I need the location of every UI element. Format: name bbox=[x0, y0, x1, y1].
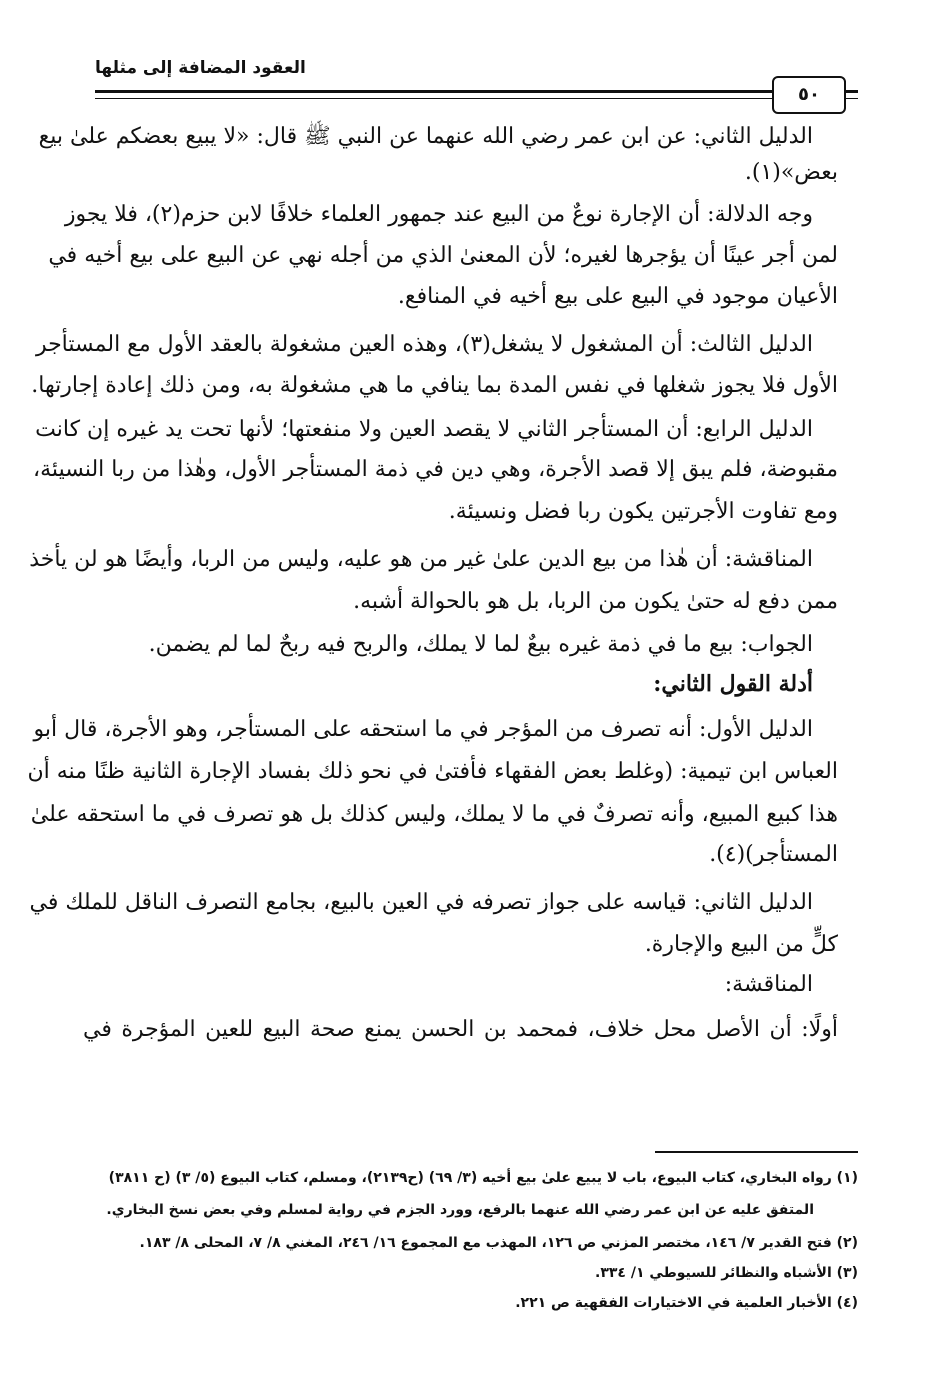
text-line: العباس ابن تيمية: (وغلط بعض الفقهاء فأفتىٰ في نحو ذلك بفساد الإجارة الثانية ظنًا منه أن bbox=[27, 759, 838, 784]
text-line: بعض»(١). bbox=[744, 160, 838, 185]
text-line: لمن أجر عينًا أن يؤجرها لغيره؛ لأن المعنىٰ الذي من أجله نهي عن البيع على بيع أخيه في bbox=[48, 243, 838, 268]
footnote: (٢) فتح القدير ٧/ ١٤٦، مختصر المزني ص ١٢٦، المهذب مع المجموع ١٦/ ٢٤٦، المغني ٨/ ٧، المحلى ٨/ ١٨٣. bbox=[139, 1235, 858, 1251]
footnote: المتفق عليه عن ابن عمر رضي الله عنهما بالرفع، وورد الجزم في رواية لمسلم وفي بعض نسخ البخاري. bbox=[106, 1202, 814, 1218]
footnote-rule bbox=[655, 1151, 858, 1153]
header-rule bbox=[95, 90, 775, 93]
footnote: (١) رواه البخاري، كتاب البيوع، باب لا يبيع علىٰ بيع أخيه (٣/ ٦٩) (ح٢١٣٩)، ومسلم، كتاب البيوع (٥/ ٣) (ح ٣٨١١) bbox=[108, 1170, 858, 1186]
text-line: الأعيان موجود في البيع على بيع أخيه في المنافع. bbox=[397, 284, 838, 309]
text-line: المناقشة: أن هٰذا من بيع الدين علىٰ غير من هو عليه، وليس من الربا، وأيضًا هو لن يأخذ bbox=[29, 547, 813, 572]
book-title: العقود المضافة إلى مثلها bbox=[95, 58, 306, 78]
text-line: الدليل الأول: أنه تصرف من المؤجر في ما استحقه على المستأجر، وهو الأجرة، قال أبو bbox=[33, 717, 813, 742]
text-line: الجواب: بيع ما في ذمة غيره بيعٌ لما لا يملك، والربح فيه ربحٌ لما لم يضمن. bbox=[148, 632, 813, 657]
text-line: الدليل الثالث: أن المشغول لا يشغل(٣)، وهذه العين مشغولة بالعقد الأول مع المستأجر bbox=[35, 332, 813, 357]
page-number: ٥٠ bbox=[772, 76, 846, 114]
footnote: (٣) الأشباه والنظائر للسيوطي ١/ ٣٣٤. bbox=[595, 1265, 858, 1281]
text-line: ومع تفاوت الأجرتين يكون ربا فضل ونسيئة. bbox=[448, 499, 838, 524]
header-rule-thin bbox=[95, 98, 775, 99]
text-line: وجه الدلالة: أن الإجارة نوعٌ من البيع عند جمهور العلماء خلافًا لابن حزم(٢)، فلا يجوز bbox=[64, 202, 813, 227]
text-line: أولًا: أن الأصل محل خلاف، فمحمد بن الحسن يمنع صحة البيع للعين المؤجرة في bbox=[83, 1017, 838, 1042]
text-line: الدليل الرابع: أن المستأجر الثاني لا يقصد العين ولا منفعتها؛ لأنها تحت يد غيره إن كانت bbox=[35, 417, 813, 442]
text-line: الأول فلا يجوز شغلها في نفس المدة بما ينافي ما هي مشغولة به، ومن ذلك إعادة إجارتها. bbox=[31, 373, 838, 398]
text-line: المناقشة: bbox=[724, 972, 813, 997]
text-line: الدليل الثاني: قياسه على جواز تصرفه في العين بالبيع، بجامع التصرف الناقل للملك في bbox=[29, 890, 813, 915]
text-line: ممن دفع له حتىٰ يكون من الربا، بل هو بالحوالة أشبه. bbox=[353, 589, 838, 614]
text-line: مقبوضة، فلم يبق إلا قصد الأجرة، وهي دين في ذمة المستأجر الأول، وهٰذا من ربا النسيئة، bbox=[33, 457, 838, 482]
text-line: المستأجر)(٤). bbox=[709, 842, 838, 867]
header-tick bbox=[845, 90, 858, 93]
text-line: هذا كبيع المبيع، وأنه تصرفٌ في ما لا يملك، وليس كذلك بل هو تصرف في ما استحقه علىٰ bbox=[30, 802, 838, 827]
text-line: الدليل الثاني: عن ابن عمر رضي الله عنهما عن النبي ﷺ قال: «لا يبيع بعضكم علىٰ بيع bbox=[38, 124, 813, 149]
text-line: كلٍّ من البيع والإجارة. bbox=[644, 932, 838, 957]
section-heading: أدلة القول الثاني: bbox=[653, 671, 813, 697]
header-tick-thin bbox=[845, 98, 858, 99]
footnote: (٤) الأخبار العلمية في الاختيارات الفقهية ص ٢٢١. bbox=[515, 1295, 858, 1311]
